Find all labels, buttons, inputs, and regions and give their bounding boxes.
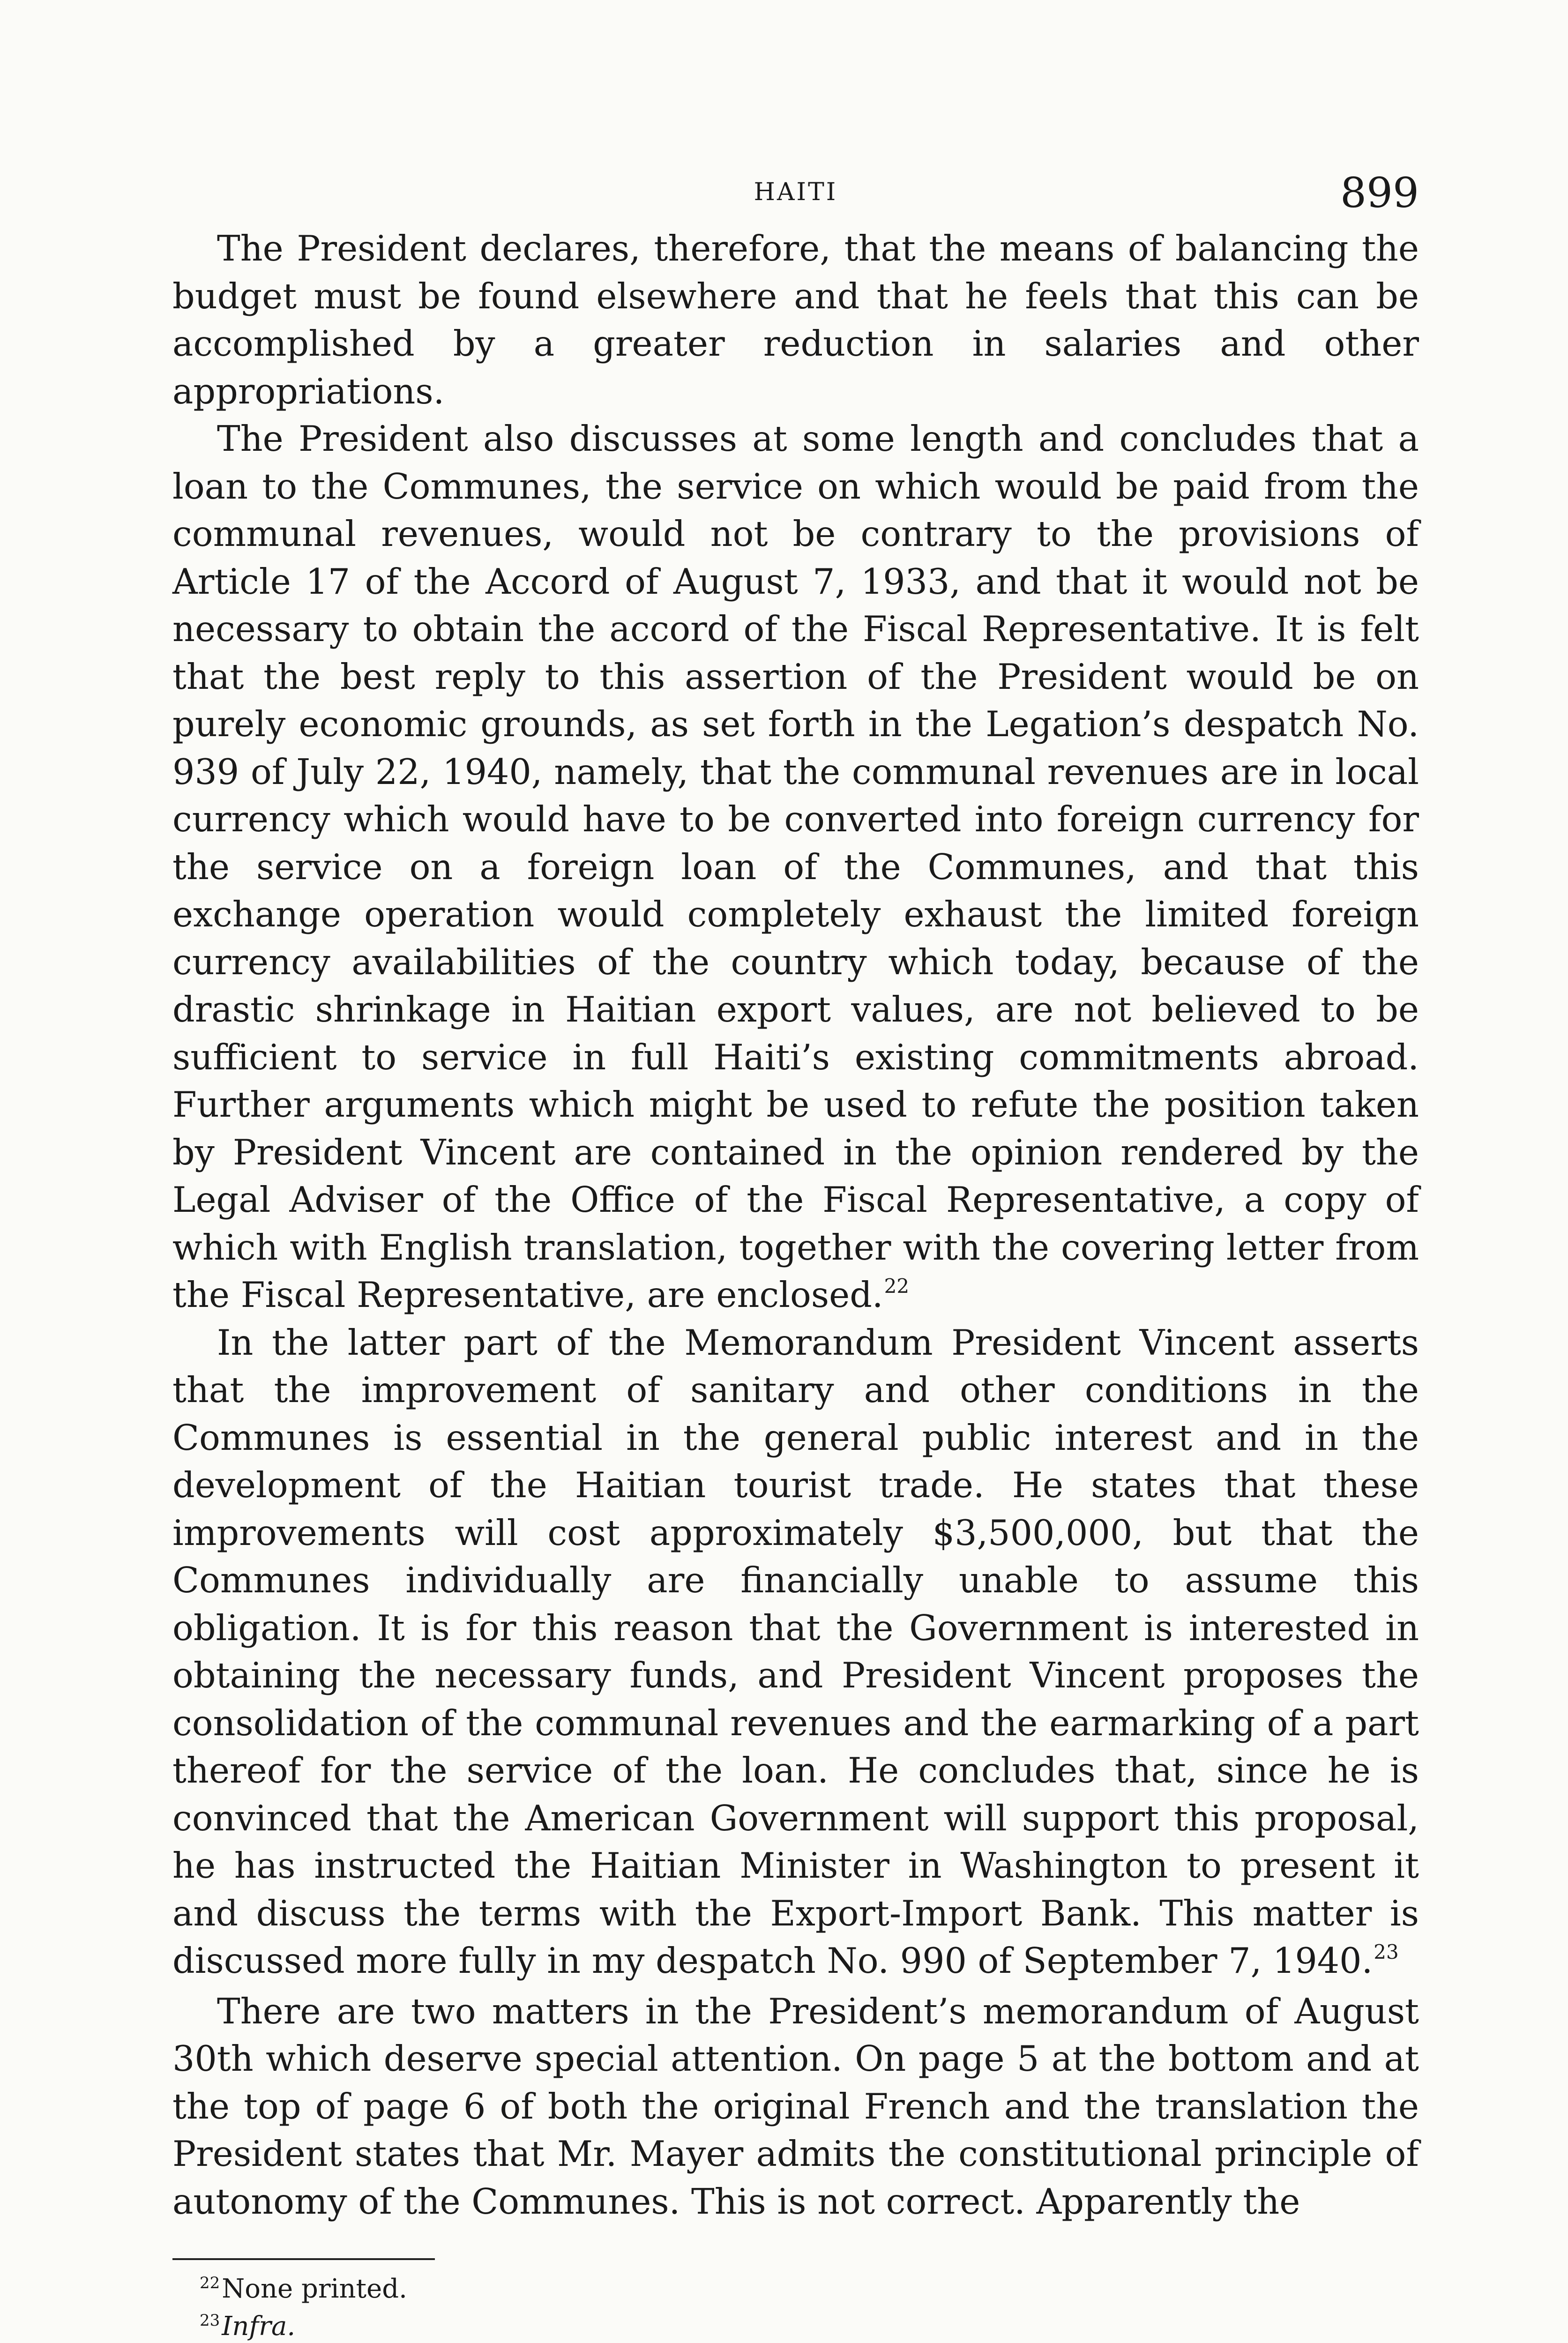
paragraph: There are two matters in the President’s memorandum of August 30th which deserve special attention. On page 5 at the bottom and at the top of page 6 of both the original French and the translation the President states that Mr. Mayer admits the constitutional principle of autonomy of the Communes. This is not correct. Apparently the <box>172 1991 1419 2222</box>
footnotes <box>172 2270 1419 2343</box>
footnote-ref: 23 <box>1374 1940 1399 1963</box>
body-text <box>172 225 1419 2225</box>
footnote-number: 22 <box>200 2274 220 2292</box>
footnote <box>200 2308 1419 2343</box>
footnote-text: Infra. <box>222 2311 296 2342</box>
document-page <box>172 169 1419 2343</box>
page-header <box>172 169 1419 225</box>
footnote-divider <box>172 2258 435 2260</box>
paragraph: The President declares, therefore, that the means of balancing the budget must be found elsewhere and that he feels that this can be accomplished by a greater reduction in salaries and other appropriations. <box>172 228 1419 412</box>
footnote-text: None printed. <box>222 2274 407 2304</box>
paragraph-text: In the latter part of the Memorandum President Vincent asserts that the improvement of sanitary and other conditions in the Communes is essential in the general public interest and in the development of the Haitian tourist trade. He states that these improvements will cost approximately $3,500,000, but that the Communes individually are financially unable to assume this obligation. It is for this reason that the Government is interested in obtaining the necessary funds, and President Vincent proposes the consolidation of the communal revenues and the earmarking of a part thereof for the service of the loan. He concludes that, since he is convinced that the American Government will support this proposal, he has instructed the Haitian Minister in Washington to present it and discuss the terms with the Export-Import Bank. This matter is discussed more fully in my despatch No. 990 of September 7, 1940. <box>172 1322 1419 1981</box>
footnote-ref: 22 <box>884 1275 910 1298</box>
running-head: HAITI <box>754 178 838 206</box>
footnote <box>200 2270 1419 2308</box>
page-number: 899 <box>1340 169 1419 217</box>
footnote-number: 23 <box>200 2311 220 2330</box>
paragraph-text: The President also discusses at some length and concludes that a loan to the Communes, the service on which would be paid from the communal revenues, would not be contrary to the provisions of Article 17 of the Accord of August 7, 1933, and that it would not be necessary to obtain the accord of the Fiscal Representative. It is felt that the best reply to this assertion of the President would be on purely economic grounds, as set forth in the Legation’s despatch No. 939 of July 22, 1940, namely, that the communal revenues are in local currency which would have to be converted into foreign currency for the service on a foreign loan of the Communes, and that this exchange operation would completely exhaust the limited foreign currency availabilities of the country which today, because of the drastic shrinkage in Haitian export values, are not believed to be sufficient to service in full Haiti’s existing commitments abroad. Further arguments which might be used to refute the position taken by President Vincent are contained in the opinion rendered by the Legal Adviser of the Office of the Fiscal Representative, a copy of which with English translation, together with the covering letter from the Fiscal Representative, are enclosed. <box>172 418 1419 1315</box>
paragraph <box>172 1319 1419 1985</box>
paragraph <box>172 415 1419 1319</box>
